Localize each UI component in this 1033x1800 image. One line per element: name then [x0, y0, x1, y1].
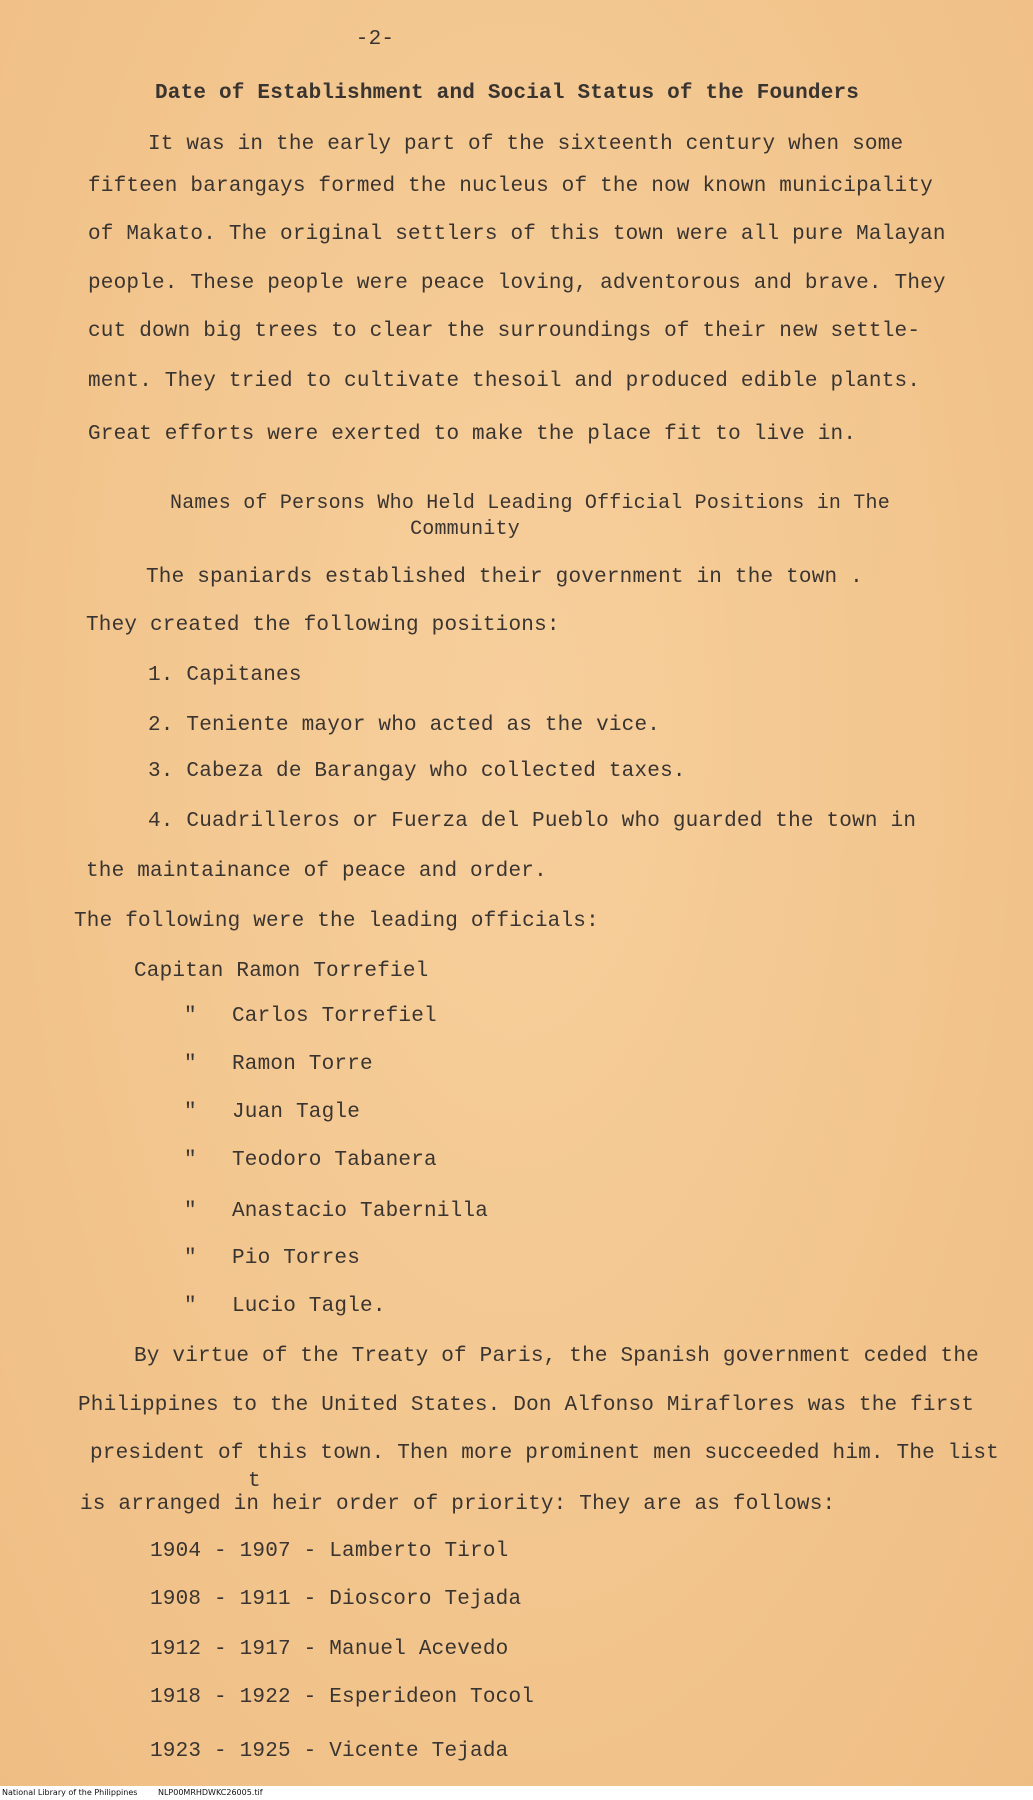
para1-line: Great efforts were exerted to make the place fit to live in.	[88, 423, 857, 446]
para2-line: The spaniards established their government in the town .	[146, 566, 863, 589]
footer-file: NLP00MRHDWKC26005.tif	[157, 1788, 263, 1797]
president-entry: 1923 - 1925 - Vicente Tejada	[150, 1740, 509, 1763]
ditto-mark: "	[184, 1101, 197, 1124]
president-entry: 1904 - 1907 - Lamberto Tirol	[150, 1540, 509, 1563]
ditto-mark: "	[184, 1247, 197, 1270]
para2-line: They created the following positions:	[86, 614, 560, 637]
official-name: Carlos Torrefiel	[232, 1005, 437, 1028]
para1-line: ment. They tried to cultivate thesoil and produced edible plants.	[88, 370, 921, 393]
president-entry: 1918 - 1922 - Esperideon Tocol	[150, 1686, 535, 1709]
ditto-mark: "	[184, 1053, 197, 1076]
ditto-mark: "	[184, 1005, 197, 1028]
page-number: -2-	[355, 28, 395, 51]
ditto-mark: "	[184, 1200, 197, 1223]
para3-correction-insert: t	[248, 1470, 261, 1493]
position-item: 4. Cuadrilleros or Fuerza del Pueblo who guarded the town in	[148, 810, 917, 833]
para1-line: people. These people were peace loving, adventorous and brave. They	[88, 272, 946, 295]
official-name: Anastacio Tabernilla	[232, 1200, 489, 1223]
official-name: Teodoro Tabanera	[232, 1149, 437, 1172]
para3-line: By virtue of the Treaty of Paris, the Spanish government ceded the	[134, 1345, 979, 1368]
para1-line: cut down big trees to clear the surroundings of their new settle-	[88, 320, 921, 343]
para1-line: fifteen barangays formed the nucleus of the now known municipality	[88, 175, 933, 198]
position-item: 2. Teniente mayor who acted as the vice.	[148, 714, 661, 737]
officials-intro: The following were the leading officials:	[74, 910, 599, 933]
position-item: 3. Cabeza de Barangay who collected taxes.	[148, 760, 686, 783]
president-entry: 1912 - 1917 - Manuel Acevedo	[150, 1638, 509, 1661]
ditto-mark: "	[184, 1295, 197, 1318]
ditto-mark: "	[184, 1149, 197, 1172]
official-name: Pio Torres	[232, 1247, 361, 1270]
position-item: 1. Capitanes	[148, 664, 302, 687]
official-first: Capitan Ramon Torrefiel	[134, 960, 429, 983]
position-item-continued: the maintainance of peace and order.	[86, 860, 547, 883]
para1-line: It was in the early part of the sixteenth century when some	[148, 133, 904, 156]
official-name: Ramon Torre	[232, 1053, 373, 1076]
para3-line: is arranged in heir order of priority: They are as follows:	[80, 1493, 836, 1516]
official-name: Lucio Tagle.	[232, 1295, 386, 1318]
heading-officials-line2: Community	[410, 518, 520, 541]
para1-line: of Makato. The original settlers of this town were all pure Malayan	[88, 223, 946, 246]
heading-officials-line1: Names of Persons Who Held Leading Official Positions in The	[170, 492, 890, 515]
official-name: Juan Tagle	[232, 1101, 361, 1124]
president-entry: 1908 - 1911 - Dioscoro Tejada	[150, 1588, 522, 1611]
heading-establishment: Date of Establishment and Social Status of the Founders	[155, 82, 860, 105]
para3-line: Philippines to the United States. Don Alfonso Miraflores was the first	[78, 1394, 975, 1417]
archive-footer	[0, 1786, 1033, 1800]
para3-line: president of this town. Then more prominent men succeeded him. The list	[90, 1442, 999, 1465]
footer-library: National Library of the Philippines	[2, 1788, 138, 1797]
